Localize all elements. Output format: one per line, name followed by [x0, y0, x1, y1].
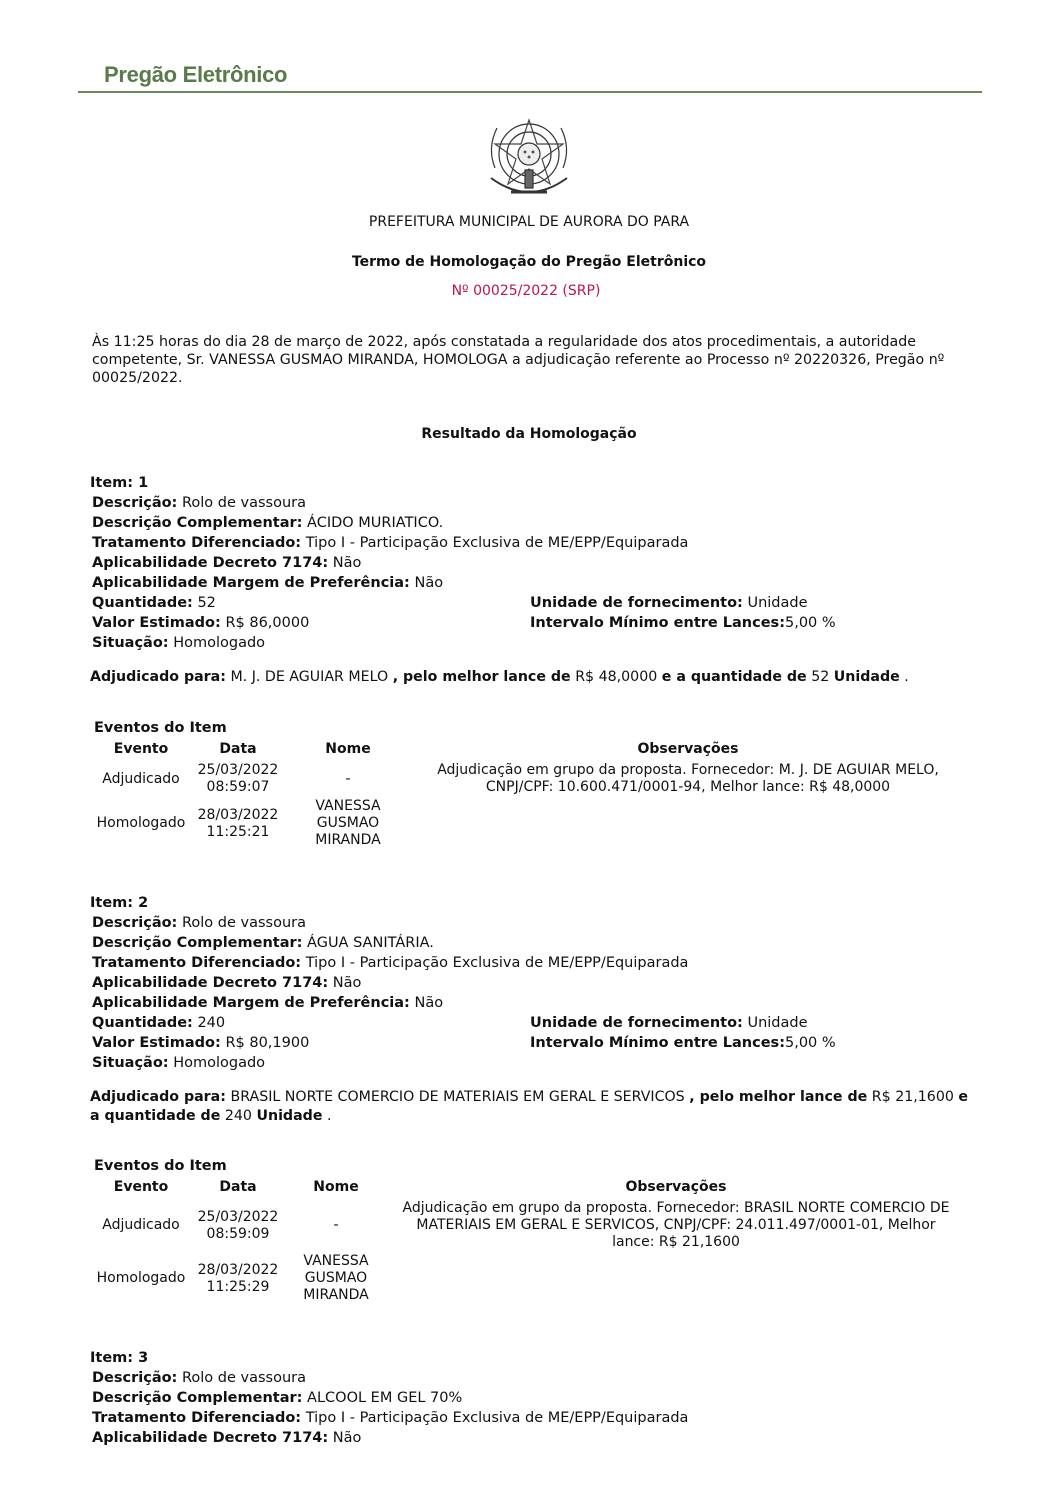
item-tratamento: Tratamento Diferenciado: Tipo I - Participação Exclusiva de ME/EPP/Equiparada [92, 955, 689, 971]
item-quantidade: Quantidade: 240 [92, 1015, 226, 1031]
item-margem: Aplicabilidade Margem de Preferência: Não [92, 995, 444, 1011]
eventos-section [94, 718, 974, 849]
item-tratamento: Tratamento Diferenciado: Tipo I - Participação Exclusiva de ME/EPP/Equiparada [92, 535, 689, 551]
adjudicado-para: Adjudicado para: M. J. DE AGUIAR MELO , pelo melhor lance de R$ 48,0000 e a quantidade de 52 Unidade . [90, 669, 909, 685]
table-row: Homologado 28/03/2022 11:25:21 VANESSA GUSMAO MIRANDA [96, 798, 381, 848]
item-intervalo: Intervalo Mínimo entre Lances:5,00 % [530, 1035, 836, 1051]
brazil-coat-of-arms-icon [481, 108, 577, 202]
item-block [92, 1348, 972, 1448]
resultado-heading: Resultado da Homologação [421, 426, 637, 442]
prefeitura-name: PREFEITURA MUNICIPAL DE AURORA DO PARA [368, 214, 690, 230]
item-descricao-complementar: Descrição Complementar: ÁGUA SANITÁRIA. [92, 935, 434, 951]
table-row: Adjudicado 25/03/2022 08:59:07 - Adjudicação em grupo da proposta. Fornecedor: M. J. DE AGUIAR MELO, CNPJ/CPF: 10.600.471/0001-94, Melhor lance: R$ 48,0000 [102, 762, 939, 795]
item-number: Item: 2 [90, 895, 149, 911]
item-descricao: Descrição: Rolo de vassoura [92, 915, 306, 931]
item-intervalo: Intervalo Mínimo entre Lances:5,00 % [530, 615, 836, 631]
table-row: Adjudicado 25/03/2022 08:59:09 - Adjudicação em grupo da proposta. Fornecedor: BRASIL NORTE COMERCIO DE MATERIAIS EM GERAL E SERVICOS, CNPJ/CPF: 24.011.497/0001-01, Melhor lance: R$ 21,1600 [102, 1200, 950, 1250]
item-decreto: Aplicabilidade Decreto 7174: Não [92, 555, 362, 571]
eventos-table [94, 738, 968, 849]
item-descricao-complementar: Descrição Complementar: ÁCIDO MURIATICO. [92, 515, 444, 531]
eventos-title: Eventos do Item [94, 1158, 227, 1174]
item-valor: Valor Estimado: R$ 86,0000 [92, 615, 310, 631]
item-situacao: Situação: Homologado [92, 1055, 266, 1071]
item-number: Item: 3 [90, 1350, 149, 1366]
item-quantidade: Quantidade: 52 [92, 595, 216, 611]
header-divider [78, 91, 982, 93]
item-situacao: Situação: Homologado [92, 635, 266, 651]
item-unidade: Unidade de fornecimento: Unidade [530, 1015, 808, 1031]
item-margem: Aplicabilidade Margem de Preferência: Não [92, 575, 444, 591]
item-block [92, 473, 972, 653]
item-decreto: Aplicabilidade Decreto 7174: Não [92, 1430, 362, 1446]
adjudicado-para: Adjudicado para: BRASIL NORTE COMERCIO DE MATERIAIS EM GERAL E SERVICOS , pelo melhor lance de R$ 21,1600 e a quantidade de 240 Unidade . [90, 1089, 969, 1124]
item-valor: Valor Estimado: R$ 80,1900 [92, 1035, 310, 1051]
eventos-table [94, 1176, 968, 1304]
item-unidade: Unidade de fornecimento: Unidade [530, 595, 808, 611]
item-number: Item: 1 [90, 475, 149, 491]
table-header: Evento Data Nome Observações [113, 1179, 727, 1195]
item-descricao: Descrição: Rolo de vassoura [92, 1370, 306, 1386]
pregao-number: Nº 00025/2022 (SRP) [451, 283, 601, 299]
document-title: Termo de Homologação do Pregão Eletrônico [351, 254, 707, 270]
eventos-section [94, 1156, 974, 1304]
table-row: Homologado 28/03/2022 11:25:29 VANESSA GUSMAO MIRANDA [96, 1253, 369, 1303]
eventos-title: Eventos do Item [94, 720, 227, 736]
item-descricao-complementar: Descrição Complementar: ALCOOL EM GEL 70% [92, 1390, 463, 1406]
table-header: Evento Data Nome Observações [113, 741, 739, 757]
item-tratamento: Tratamento Diferenciado: Tipo I - Participação Exclusiva de ME/EPP/Equiparada [92, 1410, 689, 1426]
intro-paragraph: Às 11:25 horas do dia 28 de março de 2022, após constatada a regularidade dos atos procedimentais, a autoridade competente, Sr. VANESSA GUSMAO MIRANDA, HOMOLOGA a adjudicação referente ao Processo nº 20220326, Pregão nº 00025/2022. [92, 334, 945, 386]
item-decreto: Aplicabilidade Decreto 7174: Não [92, 975, 362, 991]
item-block [92, 893, 972, 1073]
page-header-title: Pregão Eletrônico [104, 62, 288, 87]
item-descricao: Descrição: Rolo de vassoura [92, 495, 306, 511]
